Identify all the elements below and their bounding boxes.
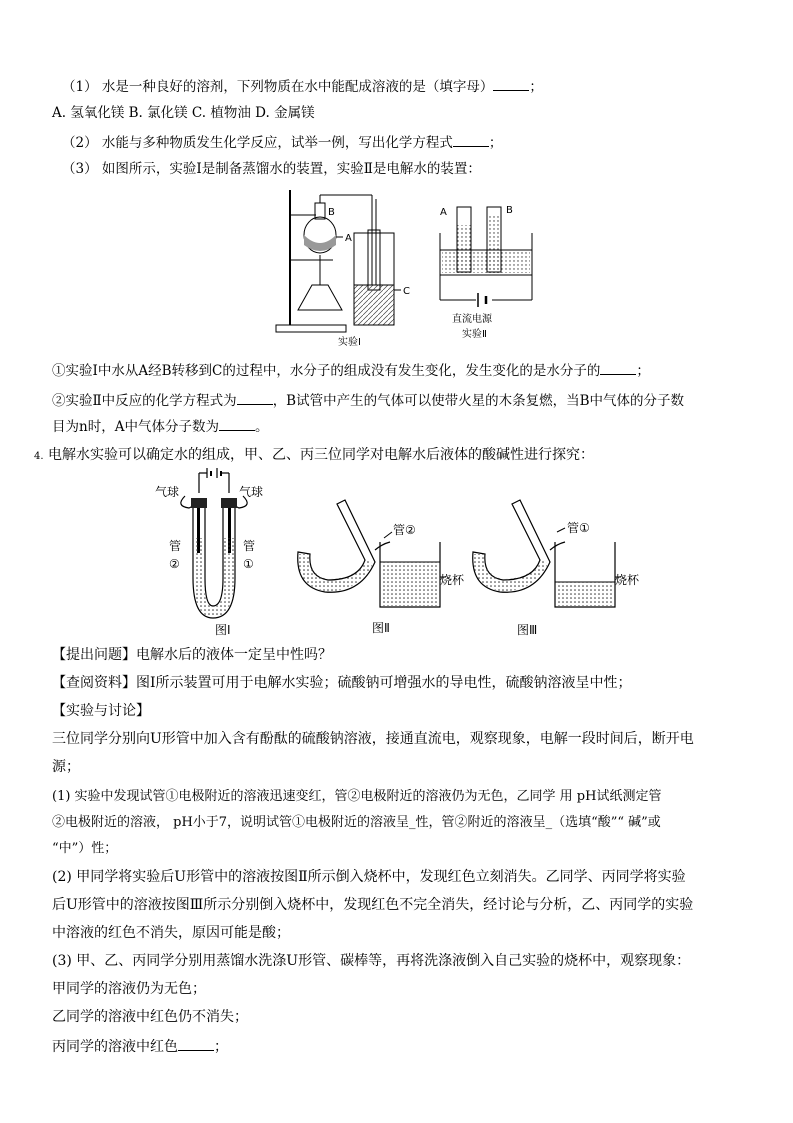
- item-1-line-1: (1) 实验中发现试管①电极附近的溶液迅速变红，管②电极附近的溶液仍为无色，乙同学 用 pH试纸测定管: [52, 789, 662, 804]
- item-2-line-1: (2) 甲同学将实验后U形管中的溶液按图Ⅱ所示倒入烧杯中，发现红色立刻消失。乙同学、丙同学将实验: [52, 869, 686, 885]
- ask-section: 【提出问题】电解水后的液体一定呈中性吗？: [52, 647, 332, 663]
- q-sub-2-cont: 目为n时，A中气体分子数为 。: [52, 416, 268, 436]
- tube-left-number: ②: [169, 557, 180, 571]
- q-part-2: （2） 水能与多种物质发生化学反应，试举一例，写出化学方程式 ；: [62, 132, 502, 152]
- fig-2-tube-label: 管②: [393, 523, 416, 537]
- label-a: A: [345, 233, 352, 244]
- experiment-title: 【实验与讨论】: [52, 703, 150, 719]
- electrolysis-apparatus-figure: [432, 195, 542, 350]
- answer-blank[interactable]: [453, 132, 489, 147]
- label-b-tube: B: [506, 205, 513, 216]
- item-1-line-2: ②电极附近的溶液， pH小于7，说明试管①电极附近的溶液呈_性，管②附近的溶液呈_（选填“酸”“ 碱”或: [52, 815, 661, 830]
- answer-blank[interactable]: [600, 360, 636, 375]
- q-part-1: （1） 水是一种良好的溶剂，下列物质在水中能配成溶液的是（填字母） ；: [62, 76, 543, 96]
- fig-2-caption: 图Ⅱ: [372, 621, 390, 635]
- answer-blank[interactable]: [493, 76, 529, 91]
- item-2-line-3: 中溶液的红色不消失，原因可能是酸；: [52, 925, 290, 941]
- experiment-text-1: 三位同学分别向U形管中加入含有酚酞的硫酸钠溶液，接通直流电，观察现象，电解一段时间后，断开电: [52, 731, 694, 747]
- q-sub-1: ①实验Ⅰ中水从A经B转移到C的过程中，水分子的组成没有发生变化，发生变化的是水分子的 ；: [52, 360, 650, 380]
- label-b: B: [328, 207, 335, 218]
- result-3: 丙同学的溶液中红色 ；: [52, 1036, 228, 1056]
- q-sub-2: ②实验Ⅱ中反应的化学方程式为 ，B试管中产生的气体可以使带火星的木条复燃，当B中气体的分子数: [52, 390, 684, 410]
- item-1-line-3: “中”）性；: [52, 841, 118, 856]
- answer-blank[interactable]: [178, 1036, 214, 1051]
- pour-figure-2: [290, 492, 470, 642]
- tube-left-label: 管: [169, 539, 182, 553]
- result-1: 甲同学的溶液仍为无色；: [52, 981, 206, 997]
- experiment-text-2: 源；: [52, 759, 80, 775]
- distillation-apparatus-figure: [268, 185, 418, 350]
- fig-2-beaker-label: 烧杯: [440, 573, 465, 587]
- question-4-intro: 4. 电解水实验可以确定水的组成，甲、乙、丙三位同学对电解水后液体的酸碱性进行探究：: [34, 447, 594, 463]
- info-section: 【查阅资料】图Ⅰ所示装置可用于电解水实验；硫酸钠可增强水的导电性，硫酸钠溶液呈中性；: [52, 675, 632, 691]
- fig-3-caption: 图Ⅲ: [517, 623, 538, 637]
- q-options: A. 氢氧化镁 B. 氯化镁 C. 植物油 D. 金属镁: [52, 105, 315, 121]
- u-tube-figure: [155, 468, 275, 638]
- answer-blank[interactable]: [237, 390, 273, 405]
- fig-caption-exp2: 实验Ⅱ: [462, 329, 487, 340]
- answer-blank[interactable]: [219, 416, 255, 431]
- label-a-tube: A: [440, 207, 447, 218]
- fig-1-caption: 图Ⅰ: [215, 623, 231, 637]
- label-c: C: [403, 286, 410, 297]
- item-2-line-2: 后U形管中的溶液按图Ⅲ所示分别倒入烧杯中，发现红色不完全消失，经讨论与分析，乙、丙同学的实验: [52, 897, 694, 913]
- tube-right-number: ①: [243, 557, 254, 571]
- tube-right-label: 管: [243, 539, 256, 553]
- q-part-3: （3） 如图所示，实验Ⅰ是制备蒸馏水的装置，实验Ⅱ是电解水的装置：: [62, 161, 481, 177]
- fig-3-tube-label: 管①: [567, 521, 590, 535]
- item-3-line-1: (3) 甲、乙、丙同学分别用蒸馏水洗涤U形管、碳棒等，再将洗涤液倒入自己实验的烧杯中，观察现象：: [52, 953, 691, 969]
- power-label: 直流电源: [452, 314, 492, 325]
- balloon-right-label: 气球: [239, 485, 264, 499]
- fig-3-beaker-label: 烧杯: [615, 573, 640, 587]
- result-2: 乙同学的溶液中红色仍不消失；: [52, 1009, 248, 1025]
- balloon-left-label: 气球: [155, 485, 180, 499]
- fig-caption-exp1: 实验Ⅰ: [338, 337, 361, 348]
- pour-figure-3: [465, 492, 645, 642]
